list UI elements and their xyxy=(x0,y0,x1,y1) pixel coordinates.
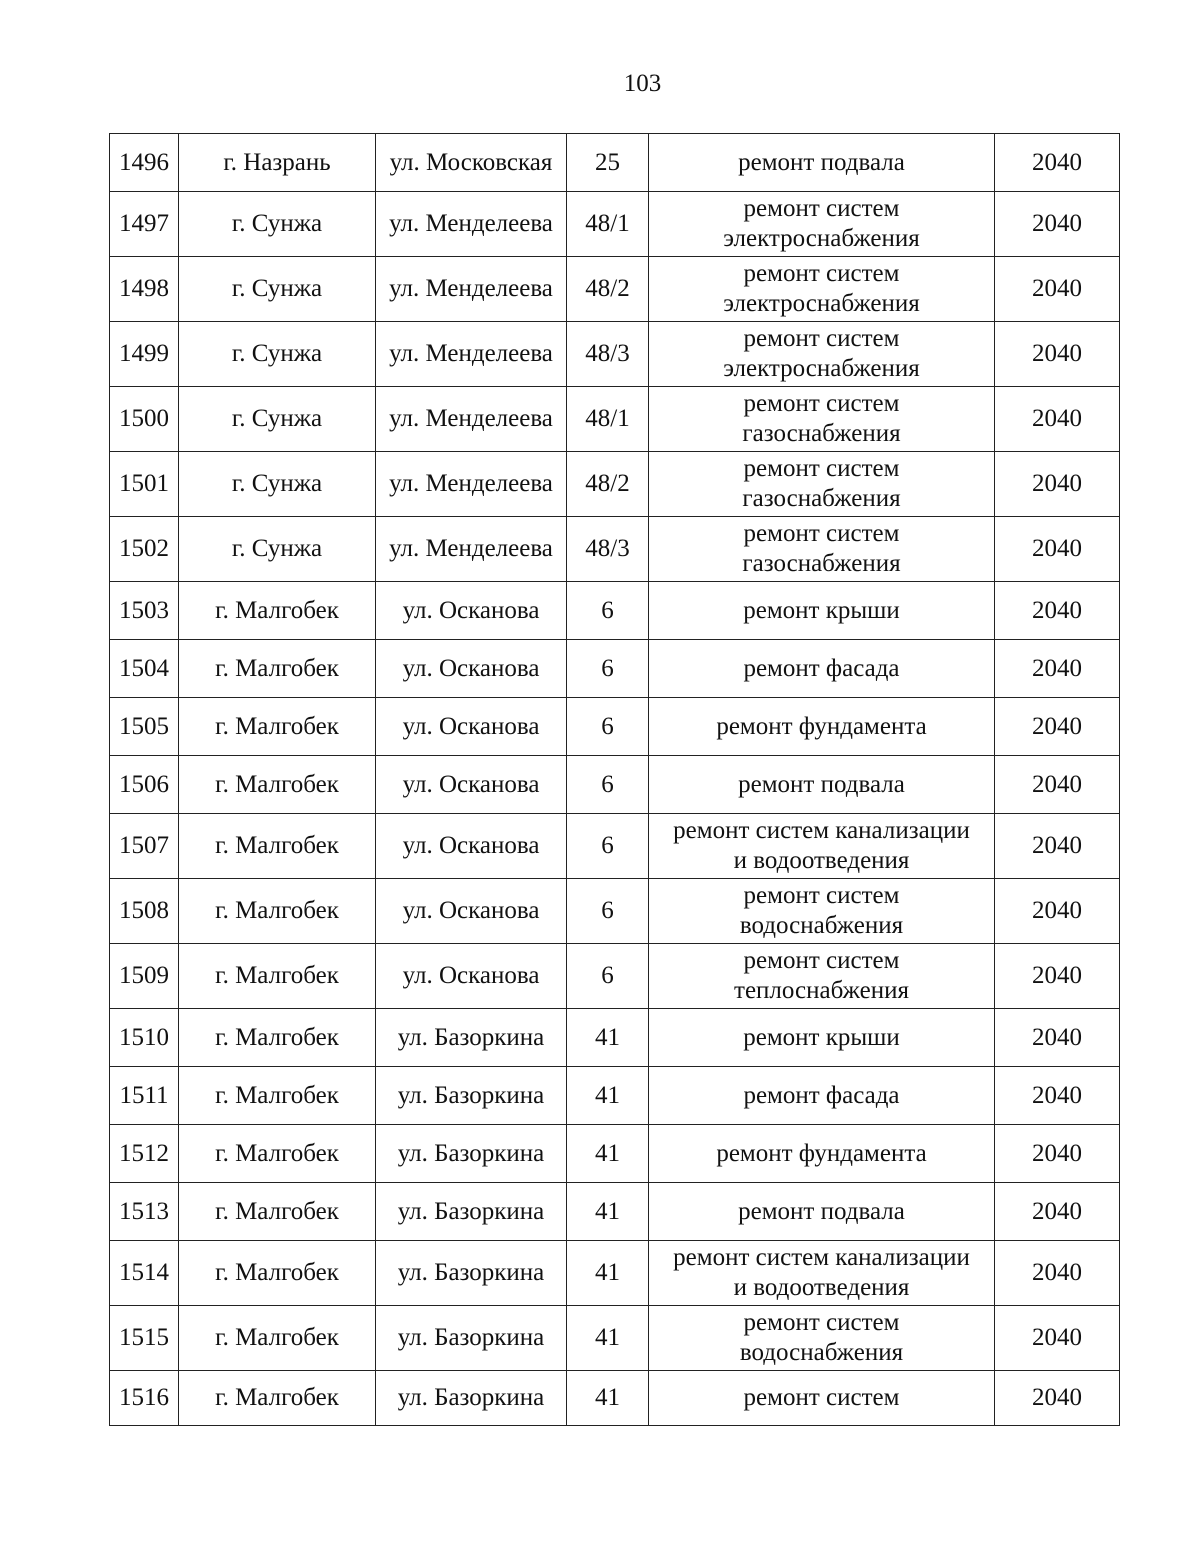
house-cell: 6 xyxy=(567,814,649,879)
street-cell: ул. Базоркина xyxy=(376,1009,567,1067)
street-cell: ул. Базоркина xyxy=(376,1306,567,1371)
year-cell: 2040 xyxy=(995,452,1120,517)
city-cell: г. Малгобек xyxy=(179,1067,376,1125)
street-cell: ул. Менделеева xyxy=(376,192,567,257)
city-cell: г. Малгобек xyxy=(179,1306,376,1371)
house-cell: 41 xyxy=(567,1009,649,1067)
row-number: 1502 xyxy=(110,517,179,582)
table-row xyxy=(110,387,1120,452)
year-cell: 2040 xyxy=(995,1371,1120,1426)
year-cell: 2040 xyxy=(995,387,1120,452)
house-cell: 48/1 xyxy=(567,192,649,257)
row-number: 1508 xyxy=(110,879,179,944)
row-number: 1510 xyxy=(110,1009,179,1067)
street-cell: ул. Осканова xyxy=(376,879,567,944)
table-row xyxy=(110,582,1120,640)
house-cell: 48/3 xyxy=(567,517,649,582)
row-number: 1506 xyxy=(110,756,179,814)
row-number: 1498 xyxy=(110,257,179,322)
city-cell: г. Малгобек xyxy=(179,1125,376,1183)
city-cell: г. Малгобек xyxy=(179,879,376,944)
year-cell: 2040 xyxy=(995,1306,1120,1371)
row-number: 1511 xyxy=(110,1067,179,1125)
city-cell: г. Сунжа xyxy=(179,322,376,387)
street-cell: ул. Осканова xyxy=(376,756,567,814)
row-number: 1504 xyxy=(110,640,179,698)
table-row xyxy=(110,879,1120,944)
street-cell: ул. Менделеева xyxy=(376,387,567,452)
work-cell: ремонт систем электроснабжения xyxy=(649,192,995,257)
city-cell: г. Назрань xyxy=(179,134,376,192)
row-number: 1496 xyxy=(110,134,179,192)
table-row xyxy=(110,134,1120,192)
work-cell: ремонт систем xyxy=(649,1371,995,1426)
table-row xyxy=(110,1241,1120,1306)
row-number: 1516 xyxy=(110,1371,179,1426)
year-cell: 2040 xyxy=(995,192,1120,257)
work-cell: ремонт систем газоснабжения xyxy=(649,452,995,517)
city-cell: г. Сунжа xyxy=(179,387,376,452)
street-cell: ул. Осканова xyxy=(376,582,567,640)
work-cell: ремонт систем электроснабжения xyxy=(649,257,995,322)
year-cell: 2040 xyxy=(995,814,1120,879)
year-cell: 2040 xyxy=(995,322,1120,387)
work-cell: ремонт крыши xyxy=(649,1009,995,1067)
table-row xyxy=(110,944,1120,1009)
work-cell: ремонт систем газоснабжения xyxy=(649,517,995,582)
table-row xyxy=(110,1371,1120,1426)
house-cell: 6 xyxy=(567,582,649,640)
repair-schedule-table xyxy=(109,133,1120,1426)
work-cell: ремонт систем теплоснабжения xyxy=(649,944,995,1009)
street-cell: ул. Осканова xyxy=(376,698,567,756)
year-cell: 2040 xyxy=(995,517,1120,582)
street-cell: ул. Менделеева xyxy=(376,517,567,582)
city-cell: г. Малгобек xyxy=(179,698,376,756)
table-row xyxy=(110,1067,1120,1125)
table-row xyxy=(110,452,1120,517)
year-cell: 2040 xyxy=(995,134,1120,192)
work-cell: ремонт систем канализации и водоотведения xyxy=(649,814,995,879)
table-row xyxy=(110,322,1120,387)
row-number: 1501 xyxy=(110,452,179,517)
row-number: 1514 xyxy=(110,1241,179,1306)
work-cell: ремонт подвала xyxy=(649,134,995,192)
year-cell: 2040 xyxy=(995,944,1120,1009)
house-cell: 6 xyxy=(567,698,649,756)
year-cell: 2040 xyxy=(995,1241,1120,1306)
city-cell: г. Малгобек xyxy=(179,814,376,879)
work-cell: ремонт систем водоснабжения xyxy=(649,879,995,944)
table-row xyxy=(110,698,1120,756)
street-cell: ул. Базоркина xyxy=(376,1067,567,1125)
work-cell: ремонт систем канализации и водоотведения xyxy=(649,1241,995,1306)
year-cell: 2040 xyxy=(995,1009,1120,1067)
house-cell: 41 xyxy=(567,1067,649,1125)
table-row xyxy=(110,814,1120,879)
year-cell: 2040 xyxy=(995,879,1120,944)
year-cell: 2040 xyxy=(995,1183,1120,1241)
street-cell: ул. Московская xyxy=(376,134,567,192)
work-cell: ремонт систем электроснабжения xyxy=(649,322,995,387)
row-number: 1507 xyxy=(110,814,179,879)
table-row xyxy=(110,1183,1120,1241)
year-cell: 2040 xyxy=(995,257,1120,322)
page-number: 103 xyxy=(623,70,662,97)
year-cell: 2040 xyxy=(995,582,1120,640)
city-cell: г. Малгобек xyxy=(179,1183,376,1241)
city-cell: г. Малгобек xyxy=(179,1009,376,1067)
table-row xyxy=(110,640,1120,698)
city-cell: г. Малгобек xyxy=(179,640,376,698)
city-cell: г. Сунжа xyxy=(179,452,376,517)
house-cell: 41 xyxy=(567,1183,649,1241)
table-row xyxy=(110,1125,1120,1183)
work-cell: ремонт фундамента xyxy=(649,1125,995,1183)
year-cell: 2040 xyxy=(995,1125,1120,1183)
year-cell: 2040 xyxy=(995,756,1120,814)
row-number: 1513 xyxy=(110,1183,179,1241)
street-cell: ул. Базоркина xyxy=(376,1125,567,1183)
city-cell: г. Сунжа xyxy=(179,257,376,322)
row-number: 1512 xyxy=(110,1125,179,1183)
row-number: 1503 xyxy=(110,582,179,640)
row-number: 1509 xyxy=(110,944,179,1009)
street-cell: ул. Менделеева xyxy=(376,322,567,387)
house-cell: 6 xyxy=(567,640,649,698)
city-cell: г. Сунжа xyxy=(179,517,376,582)
city-cell: г. Малгобек xyxy=(179,582,376,640)
street-cell: ул. Базоркина xyxy=(376,1371,567,1426)
house-cell: 6 xyxy=(567,944,649,1009)
city-cell: г. Малгобек xyxy=(179,1371,376,1426)
table-row xyxy=(110,1306,1120,1371)
house-cell: 41 xyxy=(567,1371,649,1426)
work-cell: ремонт фундамента xyxy=(649,698,995,756)
year-cell: 2040 xyxy=(995,1067,1120,1125)
house-cell: 41 xyxy=(567,1125,649,1183)
row-number: 1499 xyxy=(110,322,179,387)
work-cell: ремонт подвала xyxy=(649,1183,995,1241)
work-cell: ремонт подвала xyxy=(649,756,995,814)
street-cell: ул. Осканова xyxy=(376,944,567,1009)
street-cell: ул. Осканова xyxy=(376,640,567,698)
table-row xyxy=(110,756,1120,814)
row-number: 1505 xyxy=(110,698,179,756)
city-cell: г. Малгобек xyxy=(179,1241,376,1306)
city-cell: г. Малгобек xyxy=(179,756,376,814)
table-row xyxy=(110,192,1120,257)
street-cell: ул. Менделеева xyxy=(376,257,567,322)
street-cell: ул. Осканова xyxy=(376,814,567,879)
city-cell: г. Сунжа xyxy=(179,192,376,257)
work-cell: ремонт систем газоснабжения xyxy=(649,387,995,452)
work-cell: ремонт систем водоснабжения xyxy=(649,1306,995,1371)
row-number: 1497 xyxy=(110,192,179,257)
work-cell: ремонт крыши xyxy=(649,582,995,640)
table-row xyxy=(110,257,1120,322)
year-cell: 2040 xyxy=(995,698,1120,756)
house-cell: 48/2 xyxy=(567,257,649,322)
house-cell: 41 xyxy=(567,1306,649,1371)
house-cell: 41 xyxy=(567,1241,649,1306)
house-cell: 48/1 xyxy=(567,387,649,452)
work-cell: ремонт фасада xyxy=(649,640,995,698)
city-cell: г. Малгобек xyxy=(179,944,376,1009)
street-cell: ул. Базоркина xyxy=(376,1183,567,1241)
house-cell: 6 xyxy=(567,756,649,814)
house-cell: 48/2 xyxy=(567,452,649,517)
house-cell: 48/3 xyxy=(567,322,649,387)
table-row xyxy=(110,1009,1120,1067)
house-cell: 6 xyxy=(567,879,649,944)
row-number: 1500 xyxy=(110,387,179,452)
table-row xyxy=(110,517,1120,582)
street-cell: ул. Менделеева xyxy=(376,452,567,517)
work-cell: ремонт фасада xyxy=(649,1067,995,1125)
house-cell: 25 xyxy=(567,134,649,192)
year-cell: 2040 xyxy=(995,640,1120,698)
row-number: 1515 xyxy=(110,1306,179,1371)
street-cell: ул. Базоркина xyxy=(376,1241,567,1306)
